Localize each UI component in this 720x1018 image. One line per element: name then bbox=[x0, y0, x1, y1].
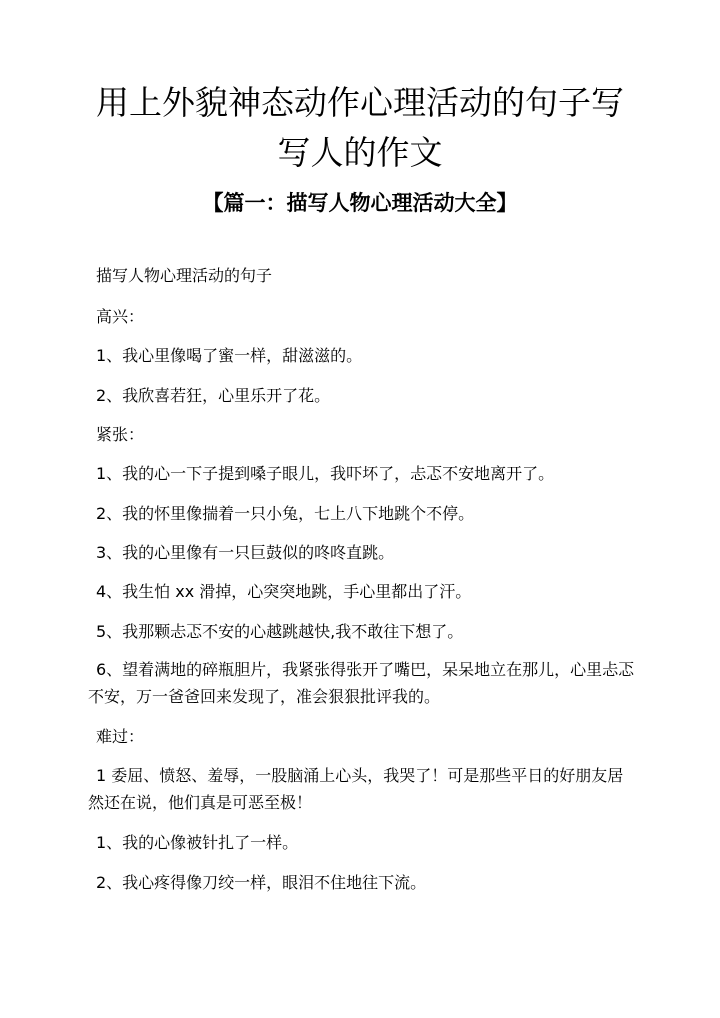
list-item-wrapped bbox=[88, 762, 648, 816]
list-item-wrapped bbox=[88, 656, 648, 710]
list-item bbox=[88, 382, 648, 409]
paragraph: 1、我的心一下子提到嗓子眼儿，我吓坏了，忐忑不安地离开了。 bbox=[96, 464, 555, 483]
document-subtitle: 【篇一：描写人物心理活动大全】 bbox=[202, 190, 518, 215]
list-item bbox=[88, 618, 648, 645]
category-label-happy bbox=[88, 303, 648, 330]
paragraph: 2、我欣喜若狂，心里乐开了花。 bbox=[96, 386, 331, 405]
list-item bbox=[88, 342, 648, 369]
paragraph: 2、我的怀里像揣着一只小兔，七上八下地跳个不停。 bbox=[96, 504, 475, 523]
category-label-nervous bbox=[88, 421, 648, 448]
paragraph: 4、我生怕 xx 滑掉，心突突地跳，手心里都出了汗。 bbox=[96, 582, 472, 601]
list-item bbox=[88, 869, 648, 896]
paragraph: 高兴： bbox=[96, 307, 145, 326]
paragraph: 难过： bbox=[96, 727, 145, 746]
document-title: 用上外貌神态动作心理活动的句子写写人的作文 bbox=[96, 83, 624, 172]
list-item bbox=[88, 500, 648, 527]
paragraph: 1、我心里像喝了蜜一样，甜滋滋的。 bbox=[96, 346, 363, 365]
list-item bbox=[88, 578, 648, 605]
paragraph: 描写人物心理活动的句子 bbox=[96, 266, 273, 285]
paragraph: 1、我的心像被针扎了一样。 bbox=[96, 833, 299, 852]
paragraph: 2、我心疼得像刀绞一样，眼泪不住地往下流。 bbox=[96, 873, 427, 892]
list-item bbox=[88, 460, 648, 487]
paragraph: 3、我的心里像有一只巨鼓似的咚咚直跳。 bbox=[96, 543, 395, 562]
paragraph: 1 委屈、愤怒、羞辱，一股脑涌上心头，我哭了！可是那些平日的好朋友居然还在说，他们真是可恶至极！ bbox=[88, 766, 624, 812]
paragraph: 5、我那颗忐忑不安的心越跳越快,我不敢往下想了。 bbox=[96, 622, 464, 641]
list-item bbox=[88, 539, 648, 566]
category-label-sad bbox=[88, 723, 648, 750]
paragraph: 6、望着满地的碎瓶胆片，我紧张得张开了嘴巴，呆呆地立在那儿，心里忐忑不安，万一爸爸回来发现了，准会狠狠批评我的。 bbox=[88, 660, 635, 706]
list-item bbox=[88, 829, 648, 856]
section-heading bbox=[88, 262, 648, 289]
paragraph: 紧张： bbox=[96, 425, 145, 444]
